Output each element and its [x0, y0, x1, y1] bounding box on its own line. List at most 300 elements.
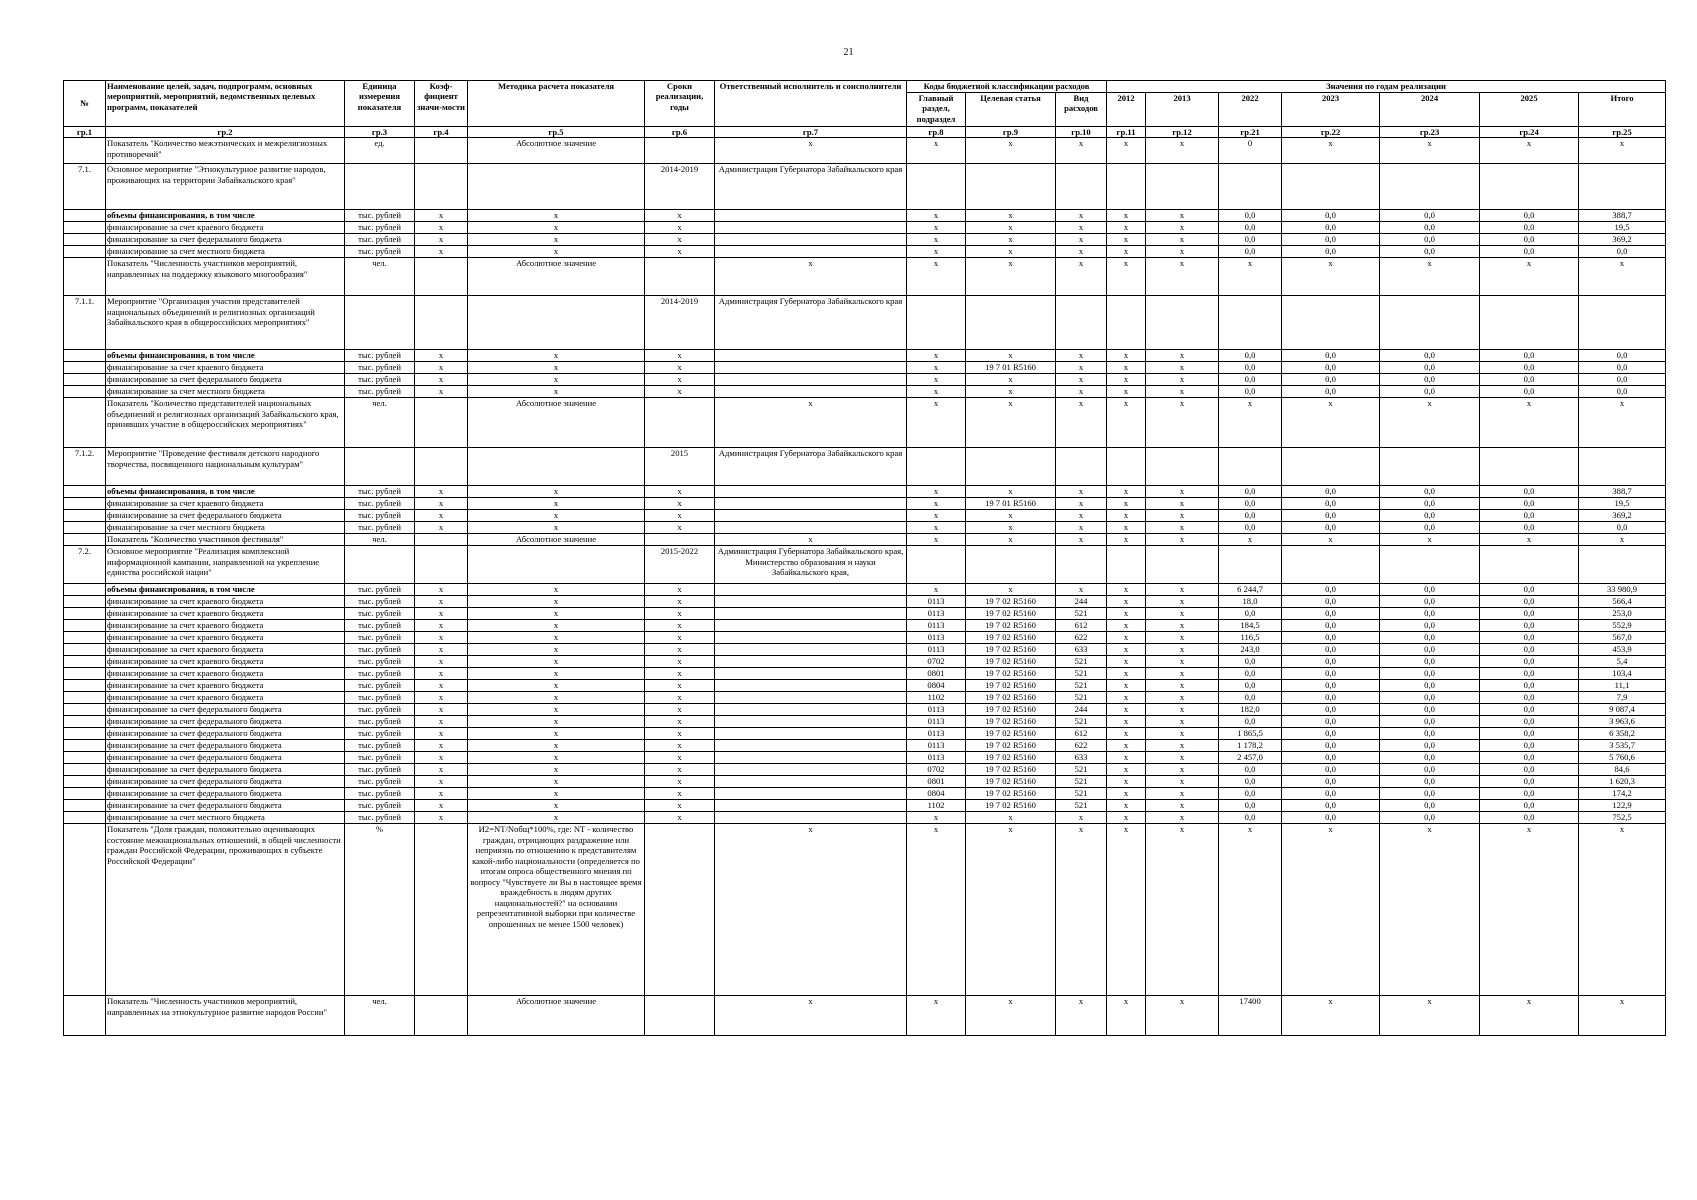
table-header: [64, 81, 1666, 138]
table-cell: тыс. рублей: [345, 740, 415, 752]
table-cell: х: [907, 398, 966, 448]
table-cell: 0,0: [1380, 234, 1480, 246]
row-name-cell: финансирование за счет федерального бюджета: [106, 776, 345, 788]
row-name-cell: финансирование за счет федерального бюджета: [106, 728, 345, 740]
table-cell: 2014-2019: [645, 164, 715, 210]
table-cell: тыс. рублей: [345, 234, 415, 246]
table-cell: 521: [1056, 764, 1107, 776]
table-cell: 1 620,3: [1579, 776, 1666, 788]
table-row: [64, 824, 1666, 996]
table-cell: х: [415, 510, 468, 522]
table-cell: х: [468, 812, 645, 824]
table-cell: х: [415, 222, 468, 234]
table-cell: [415, 824, 468, 996]
header-method: Методика расчета показателя: [468, 81, 645, 127]
table-cell: тыс. рублей: [345, 596, 415, 608]
row-name-cell: объемы финансирования, в том числе: [106, 486, 345, 498]
table-cell: х: [645, 668, 715, 680]
table-cell: 633: [1056, 752, 1107, 764]
table-cell: х: [468, 680, 645, 692]
table-cell: х: [468, 668, 645, 680]
table-cell: х: [1056, 812, 1107, 824]
row-name-cell: объемы финансирования, в том числе: [106, 210, 345, 222]
table-cell: [1219, 448, 1282, 486]
table-cell: 19 7 02 R5160: [966, 620, 1056, 632]
row-name-cell: финансирование за счет федерального бюджета: [106, 704, 345, 716]
table-cell: х: [907, 246, 966, 258]
table-cell: 0804: [907, 788, 966, 800]
table-cell: 0,0: [1380, 740, 1480, 752]
table-cell: 0113: [907, 632, 966, 644]
header-terms: Сроки реализации, годы: [645, 81, 715, 127]
table-cell: х: [715, 996, 907, 1036]
table-cell: х: [415, 692, 468, 704]
row-number-cell: [64, 608, 106, 620]
table-cell: х: [1146, 534, 1219, 546]
table-cell: [415, 546, 468, 584]
table-cell: 253,0: [1579, 608, 1666, 620]
header-total: Итого: [1579, 93, 1666, 127]
table-cell: 19 7 02 R5160: [966, 692, 1056, 704]
table-cell: [1480, 296, 1579, 350]
table-cell: [715, 692, 907, 704]
table-row: [64, 752, 1666, 764]
table-cell: 0,0: [1480, 668, 1579, 680]
header-year-2025: 2025: [1480, 93, 1579, 127]
table-cell: [345, 164, 415, 210]
table-cell: 0,0: [1480, 740, 1579, 752]
table-row: [64, 692, 1666, 704]
table-row: [64, 584, 1666, 596]
table-cell: 0,0: [1219, 680, 1282, 692]
row-number-cell: 7.1.2.: [64, 448, 106, 486]
table-cell: х: [966, 374, 1056, 386]
table-cell: х: [1282, 996, 1380, 1036]
table-cell: 0,0: [1282, 680, 1380, 692]
table-cell: х: [1480, 258, 1579, 296]
table-cell: 0,0: [1282, 510, 1380, 522]
table-cell: 7,9: [1579, 692, 1666, 704]
row-number-cell: [64, 210, 106, 222]
table-cell: х: [1380, 996, 1480, 1036]
table-cell: х: [1146, 362, 1219, 374]
table-cell: х: [415, 656, 468, 668]
table-cell: 0,0: [1282, 620, 1380, 632]
table-cell: х: [1056, 398, 1107, 448]
table-cell: х: [1146, 498, 1219, 510]
table-cell: 0,0: [1282, 644, 1380, 656]
table-cell: 388,7: [1579, 486, 1666, 498]
table-cell: [468, 546, 645, 584]
table-cell: х: [468, 498, 645, 510]
row-name-cell: Основное мероприятие "Реализация комплексной информационной кампании, направленной на укрепление единства российской нации": [106, 546, 345, 584]
table-cell: [415, 398, 468, 448]
table-cell: 0,0: [1380, 656, 1480, 668]
table-cell: х: [415, 522, 468, 534]
row-number-cell: [64, 374, 106, 386]
table-cell: [415, 164, 468, 210]
header-year-2024: 2024: [1380, 93, 1480, 127]
table-cell: 19 7 01 R5160: [966, 362, 1056, 374]
table-cell: 0,0: [1579, 350, 1666, 362]
table-cell: х: [1219, 258, 1282, 296]
table-cell: х: [645, 800, 715, 812]
table-cell: х: [645, 764, 715, 776]
table-cell: 19 7 02 R5160: [966, 740, 1056, 752]
table-cell: 19,5: [1579, 498, 1666, 510]
table-cell: х: [1146, 656, 1219, 668]
table-cell: 1 178,2: [1219, 740, 1282, 752]
table-cell: 0,0: [1480, 644, 1579, 656]
table-cell: тыс. рублей: [345, 522, 415, 534]
table-row: [64, 716, 1666, 728]
table-cell: х: [966, 534, 1056, 546]
table-cell: 0,0: [1219, 608, 1282, 620]
table-cell: 0,0: [1380, 246, 1480, 258]
table-cell: [1579, 448, 1666, 486]
table-cell: х: [907, 584, 966, 596]
table-cell: х: [1056, 996, 1107, 1036]
row-number-cell: [64, 644, 106, 656]
table-cell: тыс. рублей: [345, 764, 415, 776]
table-cell: 19 7 02 R5160: [966, 596, 1056, 608]
table-cell: х: [468, 386, 645, 398]
table-cell: 0,0: [1282, 692, 1380, 704]
table-cell: х: [645, 486, 715, 498]
table-cell: х: [415, 584, 468, 596]
table-cell: 0,0: [1480, 596, 1579, 608]
page-number: 21: [843, 47, 854, 58]
table-cell: х: [1107, 234, 1146, 246]
table-cell: х: [1219, 824, 1282, 996]
table-cell: 0,0: [1380, 632, 1480, 644]
table-cell: [345, 296, 415, 350]
table-cell: Абсолютное значение: [468, 258, 645, 296]
table-cell: 0,0: [1480, 350, 1579, 362]
row-number-cell: [64, 498, 106, 510]
table-cell: х: [907, 386, 966, 398]
table-cell: 0801: [907, 776, 966, 788]
table-cell: 0,0: [1380, 362, 1480, 374]
table-cell: х: [1146, 680, 1219, 692]
table-cell: 0,0: [1282, 486, 1380, 498]
table-cell: 752,5: [1579, 812, 1666, 824]
table-cell: х: [1579, 824, 1666, 996]
row-number-cell: [64, 620, 106, 632]
table-cell: [1480, 448, 1579, 486]
table-cell: х: [1480, 824, 1579, 996]
table-cell: 0,0: [1380, 620, 1480, 632]
table-cell: х: [1107, 350, 1146, 362]
table-cell: х: [966, 398, 1056, 448]
table-cell: [966, 164, 1056, 210]
table-cell: [1146, 546, 1219, 584]
table-cell: х: [645, 374, 715, 386]
row-number-cell: [64, 680, 106, 692]
table-cell: 0801: [907, 668, 966, 680]
table-cell: х: [1107, 824, 1146, 996]
table-cell: х: [1107, 596, 1146, 608]
table-cell: 0,0: [1579, 522, 1666, 534]
table-cell: 0,0: [1282, 498, 1380, 510]
table-cell: 0,0: [1219, 386, 1282, 398]
table-cell: [715, 222, 907, 234]
table-cell: [1282, 448, 1380, 486]
column-number-cell: гр.24: [1480, 127, 1579, 138]
table-cell: [715, 764, 907, 776]
table-cell: чел.: [345, 996, 415, 1036]
table-row: [64, 246, 1666, 258]
table-cell: [715, 680, 907, 692]
table-cell: 521: [1056, 668, 1107, 680]
table-cell: 0,0: [1579, 374, 1666, 386]
row-name-cell: Показатель "Численность участников мероприятий, направленных на поддержку языкового многообразия": [106, 258, 345, 296]
table-cell: [715, 776, 907, 788]
table-row: [64, 704, 1666, 716]
table-cell: [715, 374, 907, 386]
table-cell: 521: [1056, 716, 1107, 728]
table-cell: х: [1146, 704, 1219, 716]
table-cell: Абсолютное значение: [468, 138, 645, 164]
table-cell: 0,0: [1282, 210, 1380, 222]
table-cell: [715, 584, 907, 596]
table-cell: [1480, 164, 1579, 210]
table-cell: х: [1146, 740, 1219, 752]
table-cell: 0,0: [1282, 350, 1380, 362]
table-cell: чел.: [345, 398, 415, 448]
row-number-cell: 7.1.: [64, 164, 106, 210]
table-cell: [468, 296, 645, 350]
table-cell: х: [1107, 246, 1146, 258]
table-cell: 19,5: [1579, 222, 1666, 234]
table-cell: 0,0: [1579, 362, 1666, 374]
table-cell: тыс. рублей: [345, 222, 415, 234]
table-cell: 5 760,6: [1579, 752, 1666, 764]
table-cell: 566,4: [1579, 596, 1666, 608]
row-name-cell: Показатель "Численность участников мероприятий, направленных на этнокультурное развитие народов России": [106, 996, 345, 1036]
table-cell: х: [645, 608, 715, 620]
table-cell: тыс. рублей: [345, 788, 415, 800]
table-cell: х: [1579, 138, 1666, 164]
table-cell: х: [1146, 632, 1219, 644]
row-number-cell: [64, 486, 106, 498]
table-cell: 521: [1056, 800, 1107, 812]
table-cell: 0,0: [1380, 522, 1480, 534]
table-cell: х: [907, 534, 966, 546]
table-cell: х: [1107, 258, 1146, 296]
table-row: [64, 546, 1666, 584]
table-cell: 182,0: [1219, 704, 1282, 716]
table-cell: [1380, 296, 1480, 350]
table-cell: 0,0: [1480, 716, 1579, 728]
table-cell: 0,0: [1219, 776, 1282, 788]
row-name-cell: Показатель "Количество участников фестиваля": [106, 534, 345, 546]
table-cell: х: [907, 234, 966, 246]
column-number-cell: гр.12: [1146, 127, 1219, 138]
table-cell: х: [468, 510, 645, 522]
table-cell: [966, 448, 1056, 486]
table-cell: х: [1056, 234, 1107, 246]
table-cell: х: [1107, 776, 1146, 788]
table-cell: [715, 234, 907, 246]
table-cell: 6 358,2: [1579, 728, 1666, 740]
table-cell: 0,0: [1579, 386, 1666, 398]
table-cell: х: [907, 812, 966, 824]
row-name-cell: Показатель "Количество представителей национальных объединений и религиозных организаций Забайкальского края, принявших участие в общероссийских мероприятиях": [106, 398, 345, 448]
table-cell: х: [645, 752, 715, 764]
table-cell: х: [468, 704, 645, 716]
table-cell: х: [1107, 584, 1146, 596]
table-cell: х: [715, 534, 907, 546]
table-cell: х: [1146, 788, 1219, 800]
table-cell: х: [415, 234, 468, 246]
table-cell: [1107, 164, 1146, 210]
table-cell: 0,0: [1380, 608, 1480, 620]
table-cell: х: [1107, 800, 1146, 812]
table-cell: [715, 350, 907, 362]
table-cell: 18,0: [1219, 596, 1282, 608]
table-row: [64, 164, 1666, 210]
table-cell: [468, 448, 645, 486]
table-cell: 0,0: [1380, 386, 1480, 398]
table-cell: х: [1107, 222, 1146, 234]
table-cell: 3 535,7: [1579, 740, 1666, 752]
row-name-cell: Мероприятие "Проведение фестиваля детского народного творчества, посвященного национальным культурам": [106, 448, 345, 486]
table-cell: х: [1107, 704, 1146, 716]
table-cell: х: [468, 222, 645, 234]
table-cell: х: [966, 510, 1056, 522]
table-cell: [715, 632, 907, 644]
table-cell: тыс. рублей: [345, 374, 415, 386]
table-cell: 0113: [907, 596, 966, 608]
table-cell: 0,0: [1480, 234, 1579, 246]
row-name-cell: финансирование за счет краевого бюджета: [106, 608, 345, 620]
table-cell: 0,0: [1579, 246, 1666, 258]
table-cell: х: [1056, 246, 1107, 258]
table-cell: х: [1146, 222, 1219, 234]
table-cell: х: [1056, 486, 1107, 498]
table-row: [64, 740, 1666, 752]
table-cell: [1146, 164, 1219, 210]
table-cell: [715, 498, 907, 510]
table-cell: х: [1107, 996, 1146, 1036]
table-cell: 0,0: [1219, 668, 1282, 680]
table-row: [64, 210, 1666, 222]
table-cell: х: [645, 522, 715, 534]
row-name-cell: Показатель "Количество межэтнических и межрелигиозных противоречий": [106, 138, 345, 164]
table-cell: х: [415, 812, 468, 824]
table-cell: х: [1146, 764, 1219, 776]
row-name-cell: финансирование за счет краевого бюджета: [106, 668, 345, 680]
table-cell: х: [468, 374, 645, 386]
table-cell: Администрация Губернатора Забайкальского края, Министерство образования и науки Забайкальского края,: [715, 546, 907, 584]
table-row: [64, 138, 1666, 164]
table-cell: [415, 996, 468, 1036]
table-row: [64, 258, 1666, 296]
table-cell: х: [1107, 138, 1146, 164]
table-cell: х: [966, 486, 1056, 498]
table-cell: х: [907, 374, 966, 386]
table-cell: тыс. рублей: [345, 350, 415, 362]
row-number-cell: [64, 692, 106, 704]
table-cell: х: [1107, 608, 1146, 620]
table-cell: х: [1107, 644, 1146, 656]
table-cell: 19 7 02 R5160: [966, 704, 1056, 716]
table-cell: х: [468, 486, 645, 498]
table-cell: х: [468, 740, 645, 752]
table-cell: х: [1146, 716, 1219, 728]
table-cell: 0,0: [1380, 668, 1480, 680]
table-cell: х: [1146, 620, 1219, 632]
header-target-article: Целевая статья: [966, 93, 1056, 127]
table-cell: 19 7 02 R5160: [966, 608, 1056, 620]
column-number-cell: гр.5: [468, 127, 645, 138]
table-cell: 0,0: [1380, 644, 1480, 656]
table-cell: х: [1579, 534, 1666, 546]
table-cell: х: [966, 246, 1056, 258]
table-cell: [715, 704, 907, 716]
row-number-cell: [64, 534, 106, 546]
table-cell: 622: [1056, 632, 1107, 644]
table-cell: 19 7 02 R5160: [966, 656, 1056, 668]
table-cell: И2=NT/Nобщ*100%, где: NT - количество граждан, отрицающих раздражение или неприязнь по отношению к представителям какой-либо национальности (определяется по итогам опроса общественного мнения по вопросу "Чувствуете ли Вы в настоящее время враждебность к людям других национальностей?" на основании репрезентативной выборки при количестве опрошенных не менее 1500 человек): [468, 824, 645, 996]
table-cell: 0,0: [1380, 680, 1480, 692]
header-main-section: Главный раздел, подраздел: [907, 93, 966, 127]
table-cell: 0,0: [1282, 716, 1380, 728]
table-cell: х: [1146, 608, 1219, 620]
table-cell: 0,0: [1480, 522, 1579, 534]
table-cell: х: [645, 386, 715, 398]
table-cell: [1107, 448, 1146, 486]
table-cell: х: [468, 764, 645, 776]
table-cell: 0113: [907, 752, 966, 764]
row-number-cell: [64, 138, 106, 164]
row-number-cell: 7.2.: [64, 546, 106, 584]
table-cell: [966, 546, 1056, 584]
table-cell: [966, 296, 1056, 350]
header-year-2023: 2023: [1282, 93, 1380, 127]
table-cell: 19 7 02 R5160: [966, 680, 1056, 692]
row-number-cell: [64, 764, 106, 776]
table-cell: х: [645, 234, 715, 246]
table-row: [64, 656, 1666, 668]
table-cell: [1282, 164, 1380, 210]
table-cell: х: [645, 812, 715, 824]
table-cell: 0,0: [1282, 800, 1380, 812]
row-name-cell: финансирование за счет федерального бюджета: [106, 716, 345, 728]
table-cell: [715, 788, 907, 800]
row-number-cell: [64, 752, 106, 764]
table-cell: х: [966, 350, 1056, 362]
table-cell: х: [1480, 138, 1579, 164]
table-cell: х: [1380, 138, 1480, 164]
table-cell: х: [907, 362, 966, 374]
table-cell: х: [415, 374, 468, 386]
table-cell: х: [1056, 584, 1107, 596]
table-cell: 0,0: [1380, 596, 1480, 608]
table-cell: х: [1480, 996, 1579, 1036]
table-cell: х: [645, 498, 715, 510]
table-cell: х: [415, 498, 468, 510]
table-cell: 0,0: [1219, 246, 1282, 258]
table-cell: [415, 296, 468, 350]
table-cell: х: [468, 656, 645, 668]
table-cell: 0,0: [1480, 584, 1579, 596]
table-cell: х: [1107, 522, 1146, 534]
table-cell: х: [1146, 234, 1219, 246]
row-number-cell: [64, 996, 106, 1036]
table-cell: 0113: [907, 620, 966, 632]
